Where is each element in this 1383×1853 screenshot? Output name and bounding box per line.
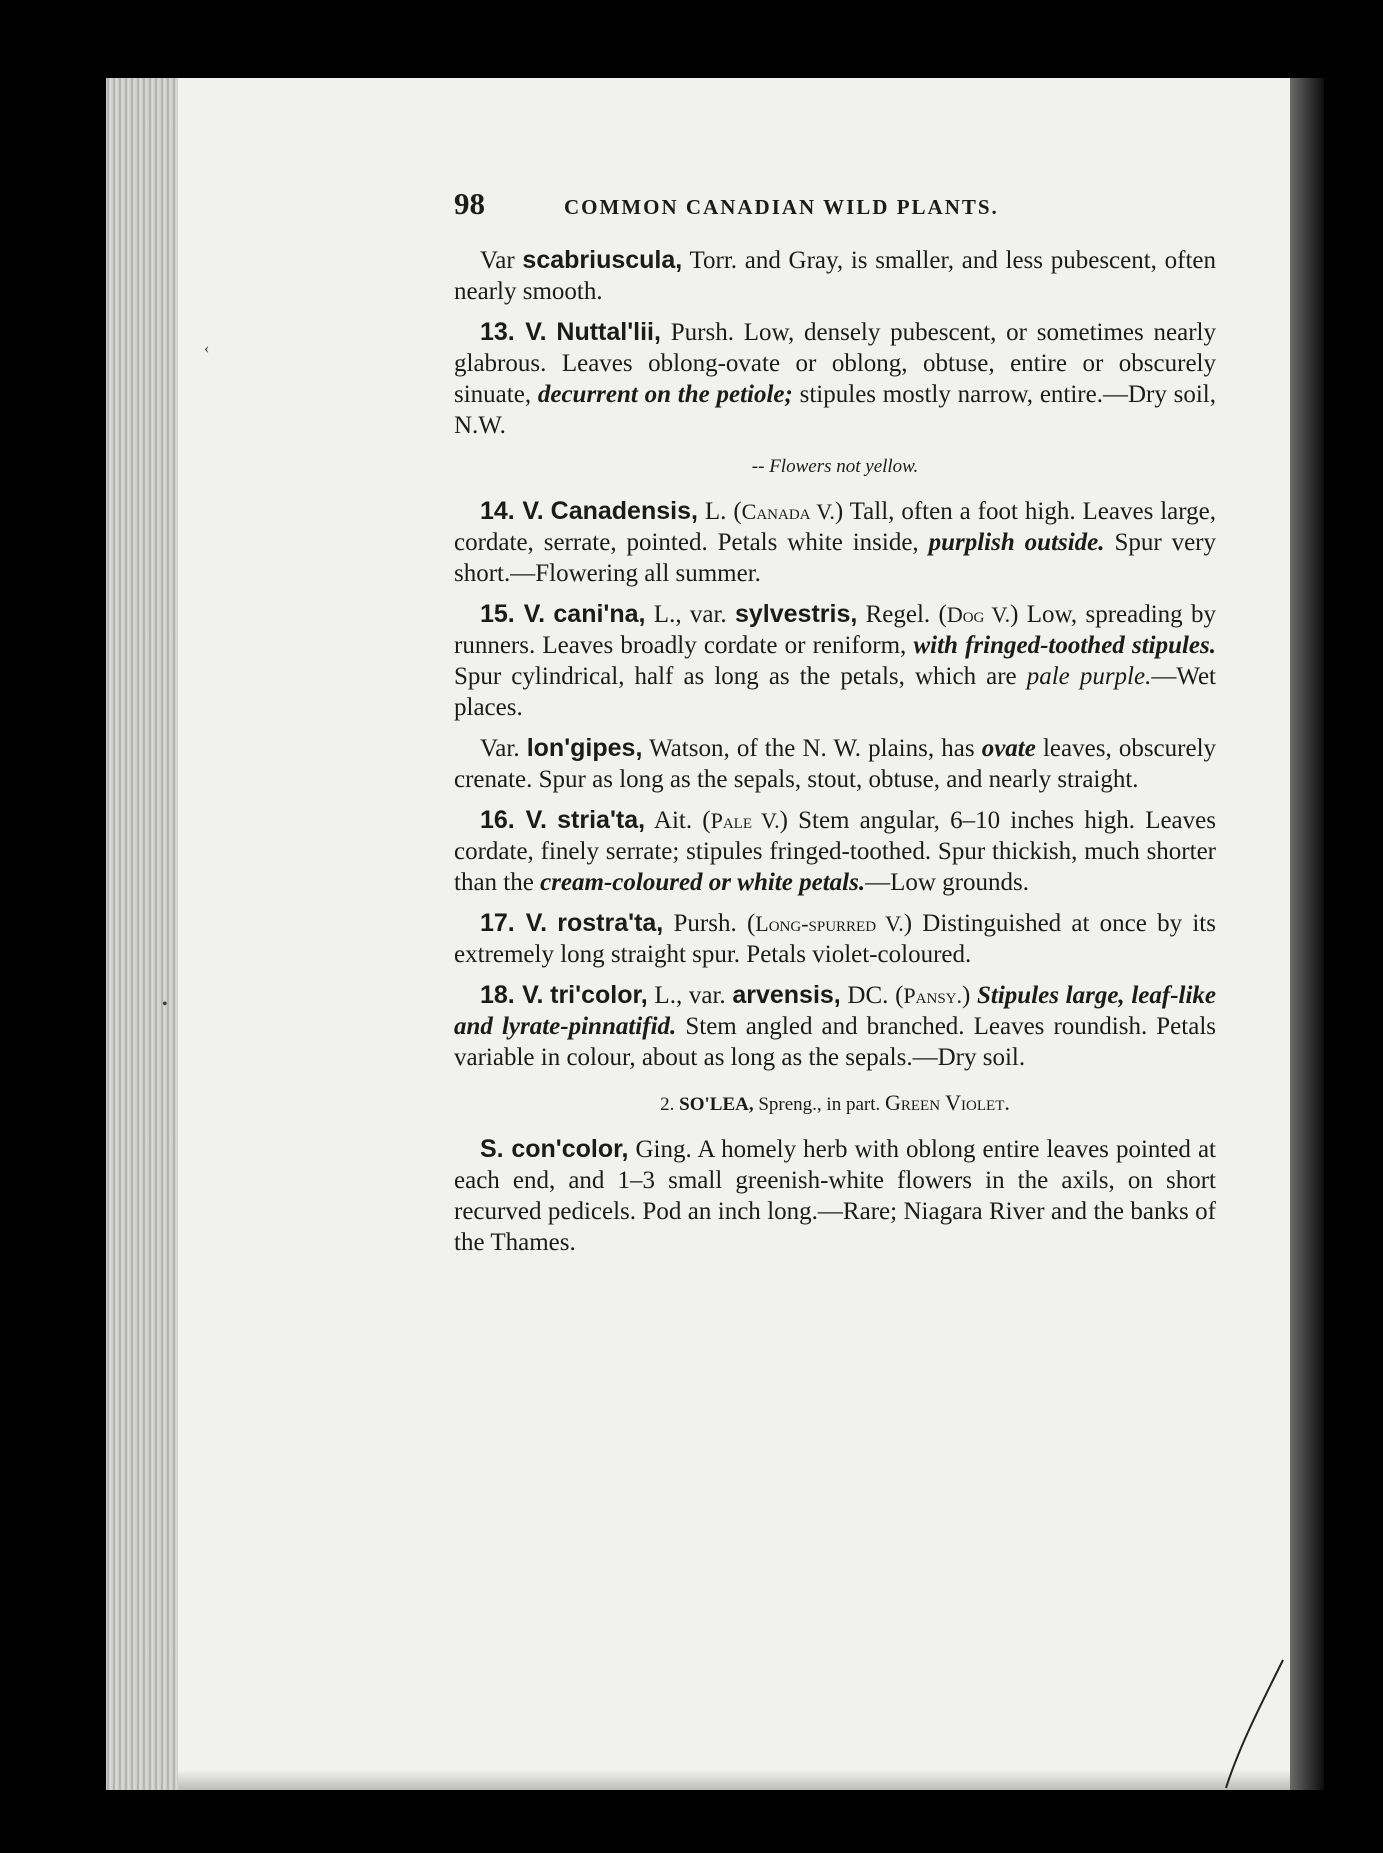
- taxon-name: tri'color,: [550, 981, 648, 1009]
- description: Torr. and Gray, is smaller, and less pubescent, often nearly smooth.: [454, 247, 1216, 305]
- page-number: 98: [454, 186, 485, 221]
- description: Watson, of the N. W. plains, has: [642, 735, 982, 762]
- emphasis: pale purple.: [1026, 663, 1152, 690]
- page-header: [454, 188, 1216, 223]
- description: leaves, obscurely crenate. Spur as long as the sepals, stout, obtuse, and nearly straight.: [454, 735, 1217, 793]
- genus-authority: Spreng., in part.: [753, 1094, 885, 1115]
- page-content: [454, 188, 1216, 1268]
- common-name: Canada V.: [741, 499, 835, 524]
- paragraph-v-tricolor: [454, 980, 1216, 1073]
- bottom-edge-shadow: [178, 1770, 1290, 1790]
- genus-heading: [454, 1087, 1216, 1120]
- taxon-name: scabriuscula,: [522, 246, 683, 274]
- book-page: [106, 78, 1324, 1790]
- description: ) Stem angular, 6–10 inches high. Leaves cordate, finely serrate; stipules fringed-toothed. Spur thickish, much shorter than the: [454, 807, 1216, 896]
- common-name: Dog V.: [946, 602, 1011, 627]
- common-name: Pansy.: [903, 983, 962, 1008]
- description: Regel. (: [857, 601, 947, 628]
- taxon-name: cani'na,: [553, 600, 646, 628]
- margin-mark: ‹: [204, 340, 210, 357]
- description: Stem angled and branched. Leaves roundish. Petals variable in colour, about as long as the sepals.—Dry soil.: [454, 1013, 1216, 1071]
- running-head: COMMON CANADIAN WILD PLANTS.: [564, 195, 999, 219]
- emphasis: ovate: [981, 735, 1036, 762]
- paragraph-v-rostrata: [454, 908, 1216, 970]
- description: L., var.: [645, 601, 735, 628]
- page-curl-mark: [1218, 1650, 1288, 1790]
- taxon-name: stria'ta,: [557, 806, 646, 834]
- taxon-name: Nuttal'lii,: [556, 318, 661, 346]
- emphasis: decurrent on the petiole;: [537, 381, 793, 408]
- common-name: Long-spurred V.: [755, 911, 904, 936]
- description: DC. (: [840, 982, 904, 1009]
- common-name: Pale V.: [710, 808, 780, 833]
- paragraph-s-concolor: [454, 1134, 1216, 1258]
- taxon-name: rostra'ta,: [557, 909, 664, 937]
- var-label: Var: [480, 247, 515, 274]
- variety-name: arvensis,: [732, 981, 841, 1009]
- genus-number: 2.: [660, 1094, 675, 1115]
- emphasis: Stipules large, leaf-like and lyrate-pinnatifid.: [454, 982, 1217, 1040]
- species-number: 15. V.: [480, 600, 546, 628]
- page-edge-texture: [106, 78, 178, 1790]
- description: Pursh. (: [663, 910, 756, 937]
- description: Pursh. Low, densely pubescent, or sometimes nearly glabrous. Leaves oblong-ovate or oblong, obtuse, entire or obscurely sinuate,: [454, 319, 1217, 408]
- species-number: 13. V.: [480, 318, 547, 346]
- emphasis: purplish outside.: [928, 529, 1105, 556]
- genus-name: SO'LEA,: [679, 1094, 754, 1115]
- taxon-name: Canadensis,: [550, 497, 698, 525]
- emphasis: cream-coloured or white petals.: [540, 869, 866, 896]
- spine-shadow: [1290, 78, 1324, 1790]
- species-number: 14. V.: [480, 497, 544, 525]
- species-number: 18. V.: [480, 981, 544, 1009]
- description: ): [962, 982, 977, 1009]
- description: —Low grounds.: [865, 869, 1029, 896]
- paragraph-v-canadensis: [454, 496, 1216, 589]
- species-number: 16. V.: [480, 806, 547, 834]
- description: L., var.: [647, 982, 733, 1009]
- paragraph-var-scabriuscula: [454, 245, 1216, 307]
- variety-name: sylvestris,: [734, 600, 858, 628]
- description: —Wet places.: [454, 663, 1216, 721]
- description: Ging. A homely herb with oblong entire leaves pointed at each end, and 1–3 small greenish-white flowers in the axils, on short recurved pedicels. Pod an inch long.—Rare; Niagara River and the banks of the Thames.: [454, 1136, 1216, 1256]
- description: ) Low, spreading by runners. Leaves broadly cordate or reniform,: [454, 601, 1216, 659]
- description: L. (: [697, 498, 742, 525]
- description: Spur very short.—Flowering all summer.: [454, 529, 1216, 587]
- paragraph-var-longipes: [454, 733, 1216, 795]
- description: ) Tall, often a foot high. Leaves large, cordate, serrate, pointed. Petals white inside,: [454, 498, 1216, 556]
- section-divider: -- Flowers not yellow.: [751, 456, 919, 477]
- taxon-name: lon'gipes,: [526, 734, 643, 762]
- paragraph-v-nuttallii: [454, 317, 1216, 441]
- paragraph-v-canina: [454, 599, 1216, 723]
- common-name: Green Violet.: [885, 1090, 1010, 1115]
- margin-mark: •: [162, 996, 168, 1013]
- paragraph-v-striata: [454, 805, 1216, 898]
- emphasis: with fringed-toothed stipules.: [913, 632, 1217, 659]
- description: Spur cylindrical, half as long as the petals, which are: [454, 663, 1027, 690]
- description: ) Distinguished at once by its extremely long straight spur. Petals violet-coloured.: [454, 910, 1216, 968]
- taxon-name: S. con'color,: [480, 1135, 629, 1163]
- species-number: 17. V.: [480, 909, 548, 937]
- var-label: Var.: [480, 735, 520, 762]
- description: stipules mostly narrow, entire.—Dry soil, N.W.: [454, 381, 1216, 439]
- description: Ait. (: [645, 807, 711, 834]
